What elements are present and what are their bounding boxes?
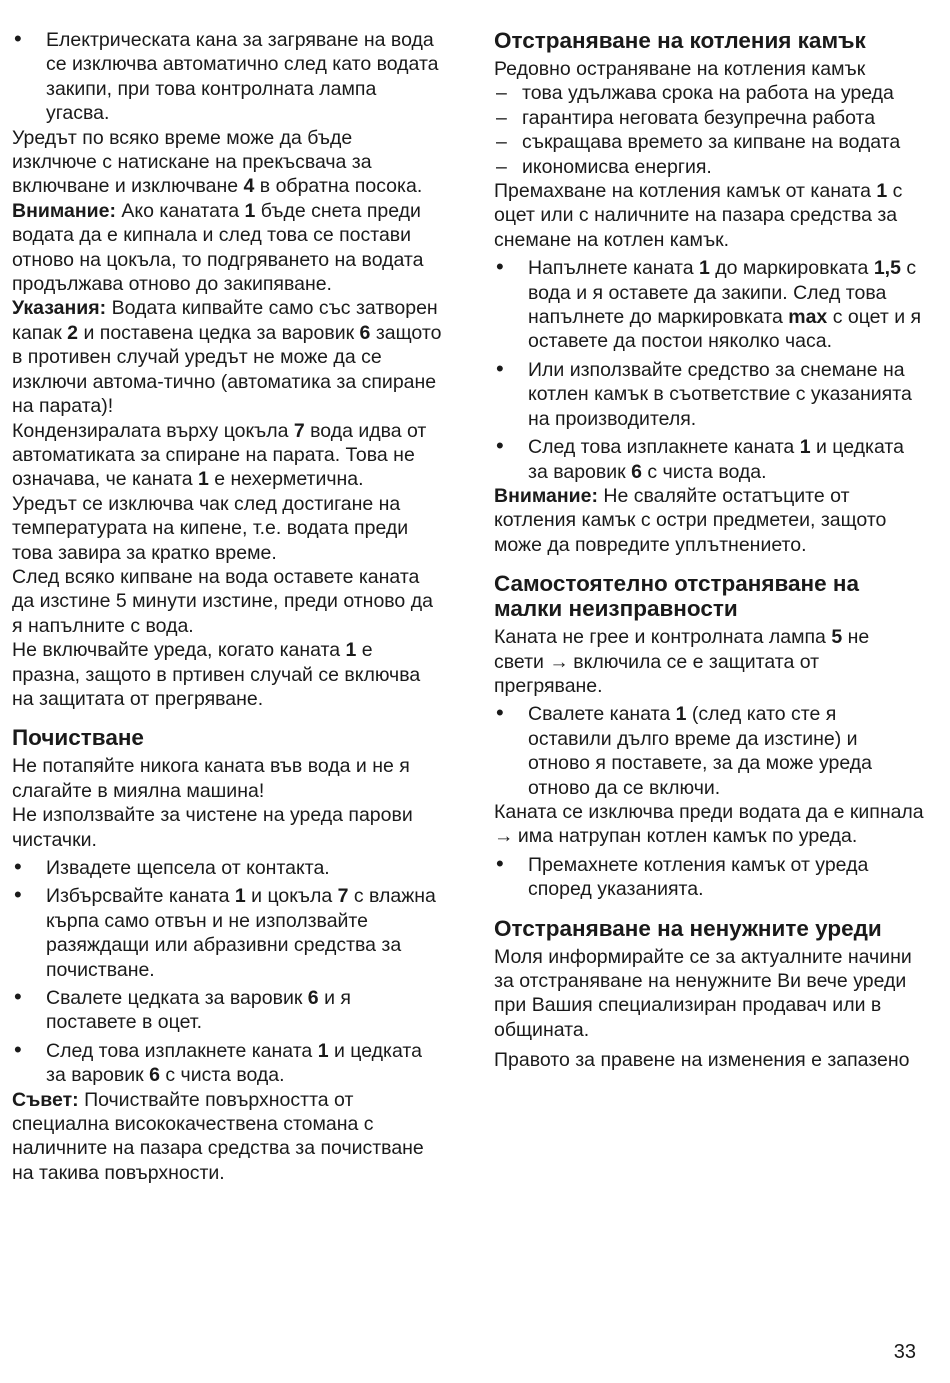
paragraph-descale-method: Премахване на котления камък от каната 1 с оцет или с наличните на пазара средства за снемане на котлен камък.: [494, 180, 903, 251]
arrow-right-icon: →: [494, 825, 513, 848]
heading-descaling: Отстраняване на котления камък: [494, 28, 866, 53]
right-column: [494, 28, 924, 1073]
paragraph-empty-kettle: Не включвайте уреда, когато каната 1 е празна, защото в пртивен случай се включва на защитата от прегряване.: [12, 639, 421, 710]
paragraph-cool-down: След всяко кипване на вода оставете каната да изстине 5 минути изстине, преди отново да я напълните с вода.: [12, 565, 433, 637]
bullet-fill-vinegar: • Напълнете каната 1 до маркировката 1,5 с вода и я оставете да закипи. След това напълнете до маркировката max с оцет и я оставете да постои няколко часа.: [494, 256, 924, 354]
dash-item-lifetime: – това удължава срока на работа на уреда: [494, 81, 924, 105]
arrow-right-icon: →: [549, 650, 568, 673]
paragraph-condensation: Кондензиралата върху цокъла 7 вода идва от автоматиката за спиране на парата. Това не означава, че каната 1 е нехерметична.: [12, 419, 427, 491]
paragraph-instructions: Указания: Водата кипвайте само със затворен капак 2 и поставена цедка за варовик 6 защото в противен случай уредът не може да се изключи автома-тично (автоматика за спиране на парата)!: [12, 297, 442, 418]
heading-disposal: Отстраняване на ненужните уреди: [494, 915, 882, 941]
page-number: 33: [893, 1341, 916, 1363]
paragraph-attention: Внимание: Ако канатата 1 бъде снета преди водата да е кипнала и след това се постави отново на цокъла, то подгряването на водата продължава отново до закипяване.: [12, 199, 424, 296]
paragraph-no-heat: Каната не грее и контролната лампа 5 не свети → включила се е защитата от прегряване.: [494, 626, 870, 697]
bullet-auto-off: • Електрическата кана за загряване на вода се изключва автоматично след като водата закипи, при това контролната лампа угасва.: [12, 28, 442, 126]
bullet-filter-vinegar: • Свалете цедката за варовик 6 и я поставете в оцет.: [12, 986, 442, 1035]
paragraph-no-steam-cleaner: Не използвайте за чистене на уреда парови чистачки.: [12, 804, 413, 851]
paragraph-early-off: Каната се изключва преди водата да е кипнала → има натрупан котлен камък по уреда.: [494, 800, 924, 848]
bullet-rinse-after: • След това изплакнете каната 1 и цедката за варовик 6 с чиста вода.: [494, 435, 924, 484]
dash-item-boil-time: – съкращава времето за кипване на водата: [494, 130, 924, 154]
dash-item-reliable: – гарантира неговата безупречна работа: [494, 106, 924, 130]
paragraph-boiling-temp: Уредът се изключва чак след достигане на температурата на кипене, т.е. водата преди това завира за кратко време.: [12, 492, 409, 564]
bullet-rinse: • След това изплакнете каната 1 и цедката за варовик 6 с чиста вода.: [12, 1039, 442, 1088]
paragraph-tip: Съвет: Почиствайте повърхността от специална висококачествена стомана с наличните на пазара средства за почистване на такива повърхности.: [12, 1088, 424, 1184]
paragraph-descale-warning: Внимание: Не сваляйте остатъците от котления камък с остри предметеи, защото може да повредите уплътнението.: [494, 484, 887, 556]
paragraph-descaling-intro: Редовно остраняване на котления камък: [494, 58, 866, 80]
paragraph-switch-off: Уредът по всяко време може да бъде изклчюче с натискане на прекъсвача за включване и изключване 4 в обратна посока.: [12, 126, 423, 198]
left-column: [12, 28, 442, 1185]
bullet-remove-scale: • Премахнете котления камък от уреда според указанията.: [494, 853, 924, 902]
heading-troubleshooting: Самостоятелно отстраняване на малки неизправности: [494, 571, 859, 622]
heading-cleaning: Почистване: [12, 725, 144, 751]
bullet-unplug: • Извадете щепсела от контакта.: [12, 856, 442, 880]
bullet-wipe: • Избърсвайте каната 1 и цокъла 7 с влажна кърпа само отвън и не използвайте разяждащи или абразивни средства за почистване.: [12, 884, 442, 982]
paragraph-disposal-info: Моля информирайте се за актуалните начини за отстраняване на ненужните Ви вече уреди при Вашия специализиран продавач или в общината.: [494, 945, 912, 1041]
paragraph-no-immerse: Не потапяйте никога каната във вода и не я слагайте в миялна машина!: [12, 755, 410, 802]
paragraph-rights-reserved: Правото за правене на изменения е запазено: [494, 1049, 910, 1072]
dash-item-energy: – икономисва енергия.: [494, 155, 924, 179]
bullet-descaler: • Или използвайте средство за снемане на котлен камък в съответствие с указанията на производителя.: [494, 358, 924, 431]
bullet-reset-kettle: • Свалете каната 1 (след като сте я оставили дълго време да изстине) и отново я поставете, за да може уреда отново да се включи.: [494, 702, 924, 800]
